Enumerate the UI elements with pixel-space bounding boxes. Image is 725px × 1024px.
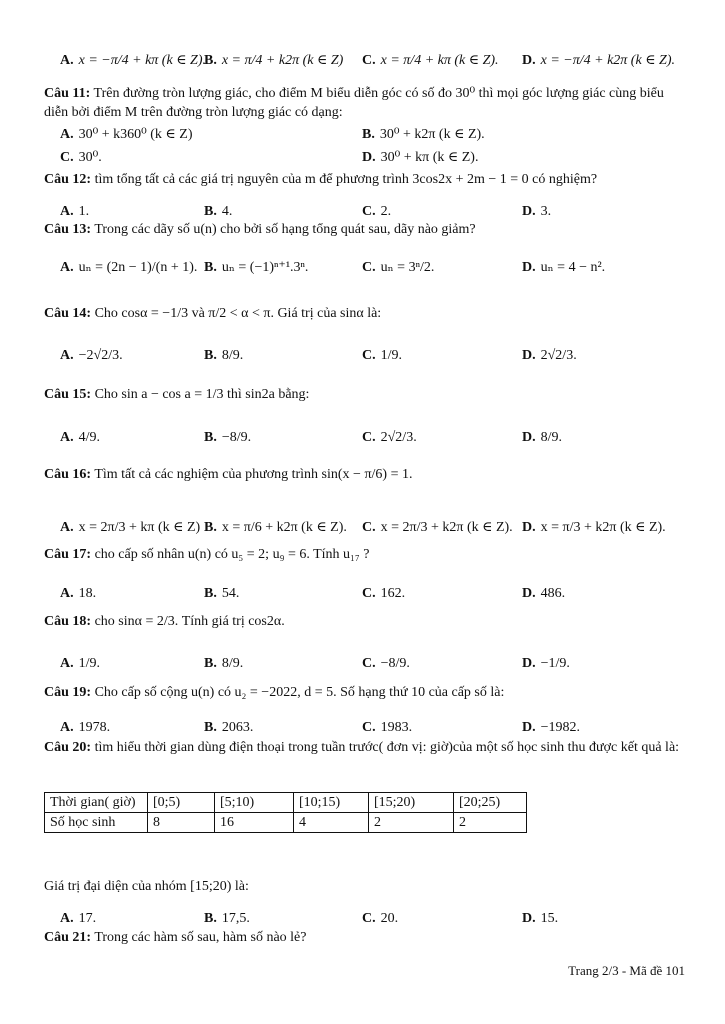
table-cell: [5;10) [215, 793, 294, 813]
q12-stem: Câu 12: tìm tổng tất cả các giá trị nguyên của m để phương trình 3cos2x + 2m − 1 = 0 có nghiệm? [44, 172, 598, 187]
table-cell: 4 [294, 813, 369, 833]
q15-option-d[interactable]: D. 8/9. [522, 430, 563, 445]
q20-option-b[interactable]: B. 17,5. [204, 911, 250, 926]
q17-option-c[interactable]: C. 162. [362, 586, 406, 601]
q13-stem: Câu 13: Trong các dãy số u(n) cho bởi số hạng tổng quát sau, dãy nào giảm? [44, 222, 476, 237]
q12-option-a[interactable]: A. 1. [60, 204, 90, 219]
q11-option-d[interactable]: D. 30⁰ + kπ (k ∈ Z). [362, 150, 479, 165]
table-row [45, 793, 527, 813]
q16-stem: Câu 16: Tìm tất cả các nghiệm của phương trình sin(x − π/6) = 1. [44, 467, 413, 482]
table-row [45, 813, 527, 833]
q20-option-d[interactable]: D. 15. [522, 911, 559, 926]
q18-option-b[interactable]: B. 8/9. [204, 656, 244, 671]
q13-option-d[interactable]: D. uₙ = 4 − n². [522, 260, 606, 275]
q10-option-d[interactable]: D. x = −π/4 + k2π (k ∈ Z). [522, 53, 675, 68]
q17-option-d[interactable]: D. 486. [522, 586, 566, 601]
q13-option-b[interactable]: B. uₙ = (−1)ⁿ⁺¹.3ⁿ. [204, 260, 309, 275]
q11-option-a[interactable]: A. 30⁰ + k360⁰ (k ∈ Z) [60, 127, 193, 142]
table-cell: [20;25) [454, 793, 527, 813]
table-cell: [15;20) [369, 793, 454, 813]
table-cell: 2 [454, 813, 527, 833]
q17-option-b[interactable]: B. 54. [204, 586, 240, 601]
q14-stem: Câu 14: Cho cosα = −1/3 và π/2 < α < π. Giá trị của sinα là: [44, 306, 382, 321]
q20-option-a[interactable]: A. 17. [60, 911, 97, 926]
q16-option-c[interactable]: C. x = 2π/3 + k2π (k ∈ Z). [362, 520, 513, 535]
table-cell: Thời gian( giờ) [45, 793, 148, 813]
q12-option-b[interactable]: B. 4. [204, 204, 233, 219]
q20-question: Giá trị đại diện của nhóm [15;20) là: [44, 879, 249, 894]
q12-option-d[interactable]: D. 3. [522, 204, 552, 219]
q14-option-d[interactable]: D. 2√2/3. [522, 348, 577, 363]
q18-option-d[interactable]: D. −1/9. [522, 656, 570, 671]
q11-option-c[interactable]: C. 30⁰. [60, 150, 102, 165]
q18-option-a[interactable]: A. 1/9. [60, 656, 101, 671]
table-cell: [10;15) [294, 793, 369, 813]
page-footer: Trang 2/3 - Mã đề 101 [568, 963, 685, 978]
q15-option-c[interactable]: C. 2√2/3. [362, 430, 417, 445]
q14-option-c[interactable]: C. 1/9. [362, 348, 403, 363]
q18-stem: Câu 18: cho sinα = 2/3. Tính giá trị cos2α. [44, 614, 285, 629]
q20-option-c[interactable]: C. 20. [362, 911, 399, 926]
q10-option-a[interactable]: A. x = −π/4 + kπ (k ∈ Z). [60, 53, 206, 68]
q21-stem: Câu 21: Trong các hàm số sau, hàm số nào lẻ? [44, 930, 307, 945]
q15-option-b[interactable]: B. −8/9. [204, 430, 252, 445]
q19-option-a[interactable]: A. 1978. [60, 720, 111, 735]
q12-option-c[interactable]: C. 2. [362, 204, 392, 219]
q10-option-c[interactable]: C. x = π/4 + kπ (k ∈ Z). [362, 53, 499, 68]
q17-option-a[interactable]: A. 18. [60, 586, 97, 601]
q20-stem: Câu 20: tìm hiểu thời gian dùng điện thoại trong tuần trước( đơn vị: giờ)của một số học sinh thu được kết quả là: [44, 740, 680, 755]
q16-option-b[interactable]: B. x = π/6 + k2π (k ∈ Z). [204, 520, 347, 535]
q10-option-a-text: x = −π/4 + kπ (k ∈ Z). [78, 53, 206, 68]
q16-option-d[interactable]: D. x = π/3 + k2π (k ∈ Z). [522, 520, 666, 535]
q14-option-b[interactable]: B. 8/9. [204, 348, 244, 363]
q20-data-table [44, 792, 527, 833]
q15-stem: Câu 15: Cho sin a − cos a = 1/3 thì sin2a bằng: [44, 387, 310, 402]
q15-option-a[interactable]: A. 4/9. [60, 430, 101, 445]
q19-stem: Câu 19: Cho cấp số cộng u(n) có u₂ = −2022, d = 5. Số hạng thứ 10 của cấp số là: [44, 685, 505, 700]
table-cell: 2 [369, 813, 454, 833]
q13-option-a[interactable]: A. uₙ = (2n − 1)/(n + 1). [60, 260, 198, 275]
q13-option-c[interactable]: C. uₙ = 3ⁿ/2. [362, 260, 435, 275]
table-cell: [0;5) [148, 793, 215, 813]
q19-option-b[interactable]: B. 2063. [204, 720, 254, 735]
q19-option-c[interactable]: C. 1983. [362, 720, 413, 735]
q10-option-b[interactable]: B. x = π/4 + k2π (k ∈ Z) [204, 53, 344, 68]
table-cell: Số học sinh [45, 813, 148, 833]
q17-stem: Câu 17: cho cấp số nhân u(n) có u₅ = 2; u₉ = 6. Tính u₁₇ ? [44, 547, 370, 562]
q18-option-c[interactable]: C. −8/9. [362, 656, 410, 671]
table-cell: 8 [148, 813, 215, 833]
q11-option-b[interactable]: B. 30⁰ + k2π (k ∈ Z). [362, 127, 485, 142]
q14-option-a[interactable]: A. −2√2/3. [60, 348, 123, 363]
q19-option-d[interactable]: D. −1982. [522, 720, 581, 735]
table-cell: 16 [215, 813, 294, 833]
q11-stem: Câu 11: Trên đường tròn lượng giác, cho điểm M biểu diễn góc có số đo 30⁰ thì mọi góc lượng giác cùng biểu diễn bởi điểm M trên đường tròn lượng giác có dạng: [44, 86, 664, 120]
q16-option-a[interactable]: A. x = 2π/3 + kπ (k ∈ Z) [60, 520, 201, 535]
